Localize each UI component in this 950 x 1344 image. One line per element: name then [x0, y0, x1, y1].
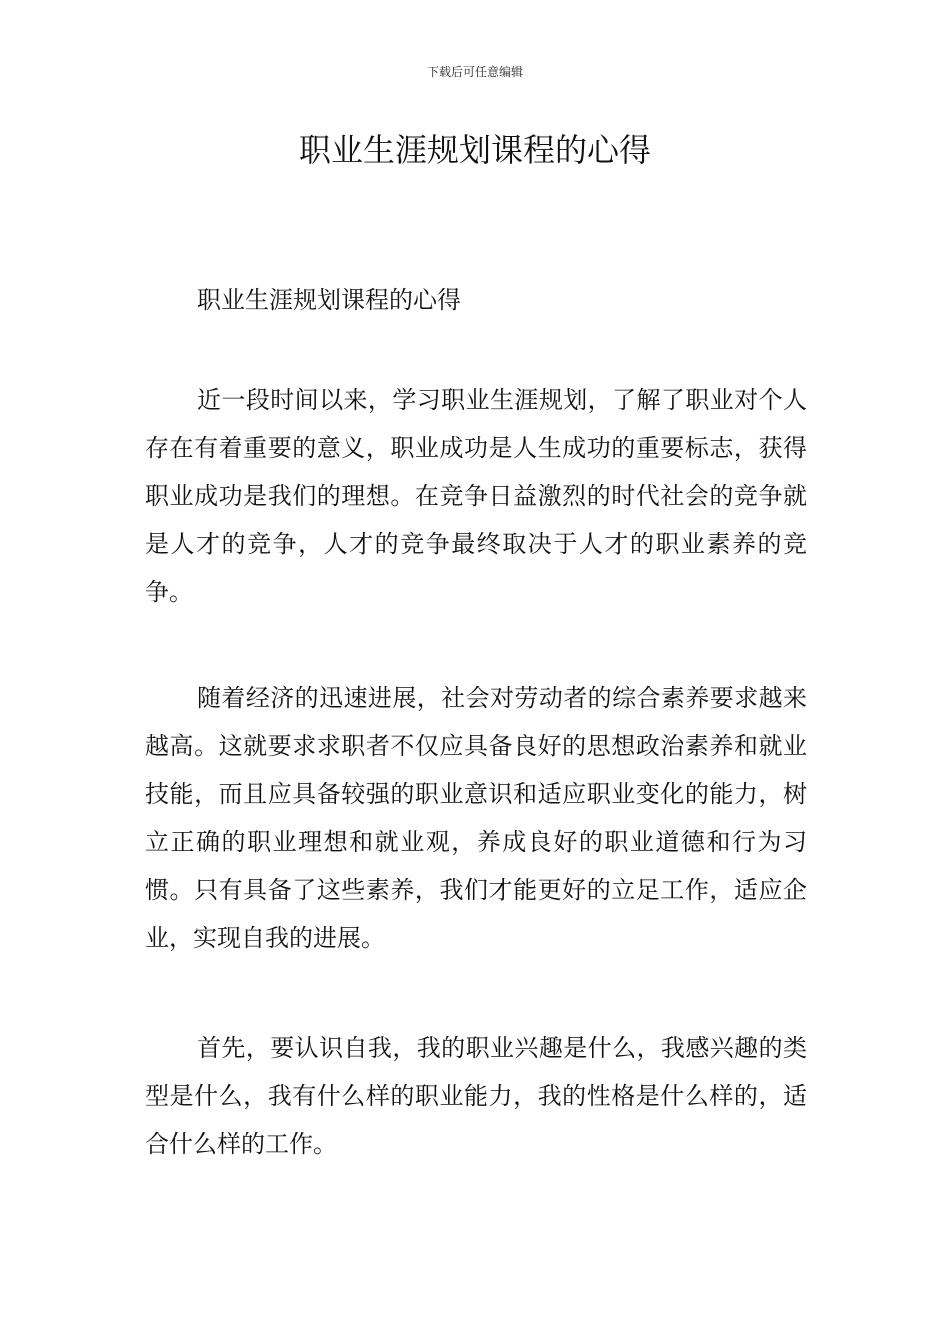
paragraph-2: 随着经济的迅速进展，社会对劳动者的综合素养要求越来越高。这就要求求职者不仅应具备良好的思想政治素养和就业技能，而且应具备较强的职业意识和适应职业变化的能力，树立正确的职业理想和就业观，养成良好的职业道德和行为习惯。只有具备了这些素养，我们才能更好的立足工作，适应企业，实现自我的进展。	[145, 684, 807, 952]
paragraph-3: 首先，要认识自我，我的职业兴趣是什么，我感兴趣的类型是什么，我有什么样的职业能力，我的性格是什么样的，适合什么样的工作。	[145, 1034, 807, 1158]
page-header-note: 下载后可任意编辑	[426, 65, 523, 79]
document-subtitle: 职业生涯规划课程的心得	[197, 286, 461, 314]
paragraph-1: 近一段时间以来，学习职业生涯规划，了解了职业对个人存在有着重要的意义，职业成功是人生成功的重要标志，获得职业成功是我们的理想。在竞争日益激烈的时代社会的竞争就是人才的竞争，人才的竞争最终取决于人才的职业素养的竞争。	[145, 386, 807, 606]
document-title: 职业生涯规划课程的心得	[298, 131, 651, 169]
